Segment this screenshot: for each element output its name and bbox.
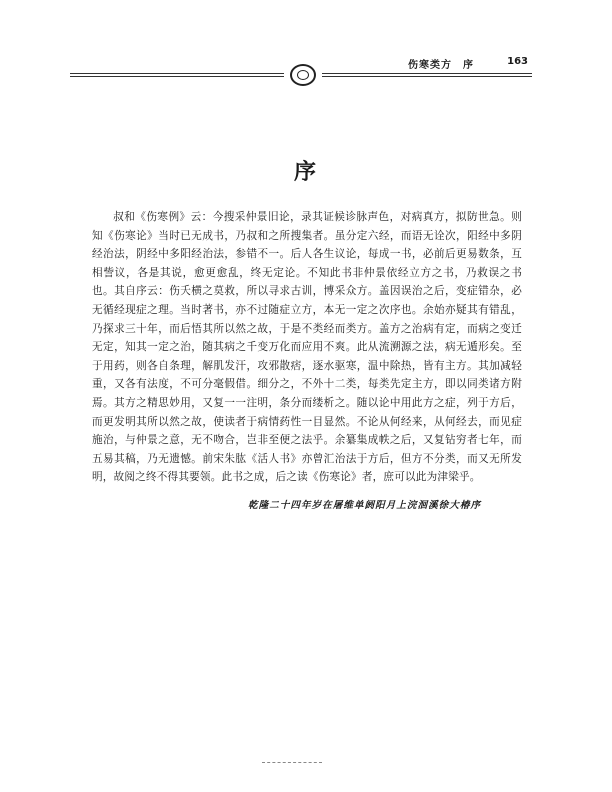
preface-body: 叔和《伤寒例》云：今搜采仲景旧论，录其证候诊脉声色，对病真方，拟防世急。则知《伤寒论》当时已无成书，乃叔和之所搜集者。虽分定六经，而语无诠次，阳经中多阴经治法，阴经中多阳经治法，参错不一。后人各生议论，每成一书，必前后更易数条，互相訾议，各是其说，愈更愈乱，终无定论。不知此书非仲景依经立方之书，乃救误之书也。其自序云：伤夭横之莫救，所以寻求古训，博采众方。盖因误治之后，变症错杂，必无循经现症之理。当时著书，亦不过随症立方，本无一定之次序也。余始亦疑其有错乱，乃探求三十年，而后悟其所以然之故，于是不类经而类方。盖方之治病有定，而病之变迁无定，知其一定之治，随其病之千变万化而应用不爽。此从流溯源之法，病无遁形矣。至于用药，则各自条理，解肌发汗，攻邪散痞，逐水驱寒，温中除热，皆有主方。其加减轻重，又各有法度，不可分毫假借。细分之，不外十二类，每类先定主方，即以同类诸方附焉。其方之精思妙用，又复一一注明，条分而缕析之。随以论中用此方之症，列于方后，而更发明其所以然之故，使读者于病情药性一目显然。不论从何经来，从何经去，而见症施治，与仲景之意，无不吻合，岂非至便之法乎。余纂集成帙之后，又复钻穷者七年，而五易其稿，乃无遗憾。前宋朱肱《活人书》亦曾汇治法于方后，但方不分类，而又无所发明，故阅之终不得其要领。此书之成，后之读《伤寒论》者，庶可以此为津梁乎。 (92, 211, 522, 484)
header-rule-right-top (322, 73, 532, 74)
bottom-mark (262, 762, 322, 764)
header-rule-left-top (70, 73, 284, 74)
page-title: 序 (293, 159, 318, 185)
author-signature: 乾隆二十四年岁在屠维单阏阳月上浣洄溪徐大椿序 (248, 500, 482, 511)
running-title: 伤寒类方 序 (408, 60, 474, 71)
header-rule-left-bottom (70, 76, 284, 77)
running-header (70, 56, 532, 94)
page-number: 163 (507, 56, 528, 67)
emblem-inner-ring (297, 70, 309, 80)
header-rule-right-bottom (322, 76, 532, 77)
publisher-emblem-icon (290, 64, 316, 86)
